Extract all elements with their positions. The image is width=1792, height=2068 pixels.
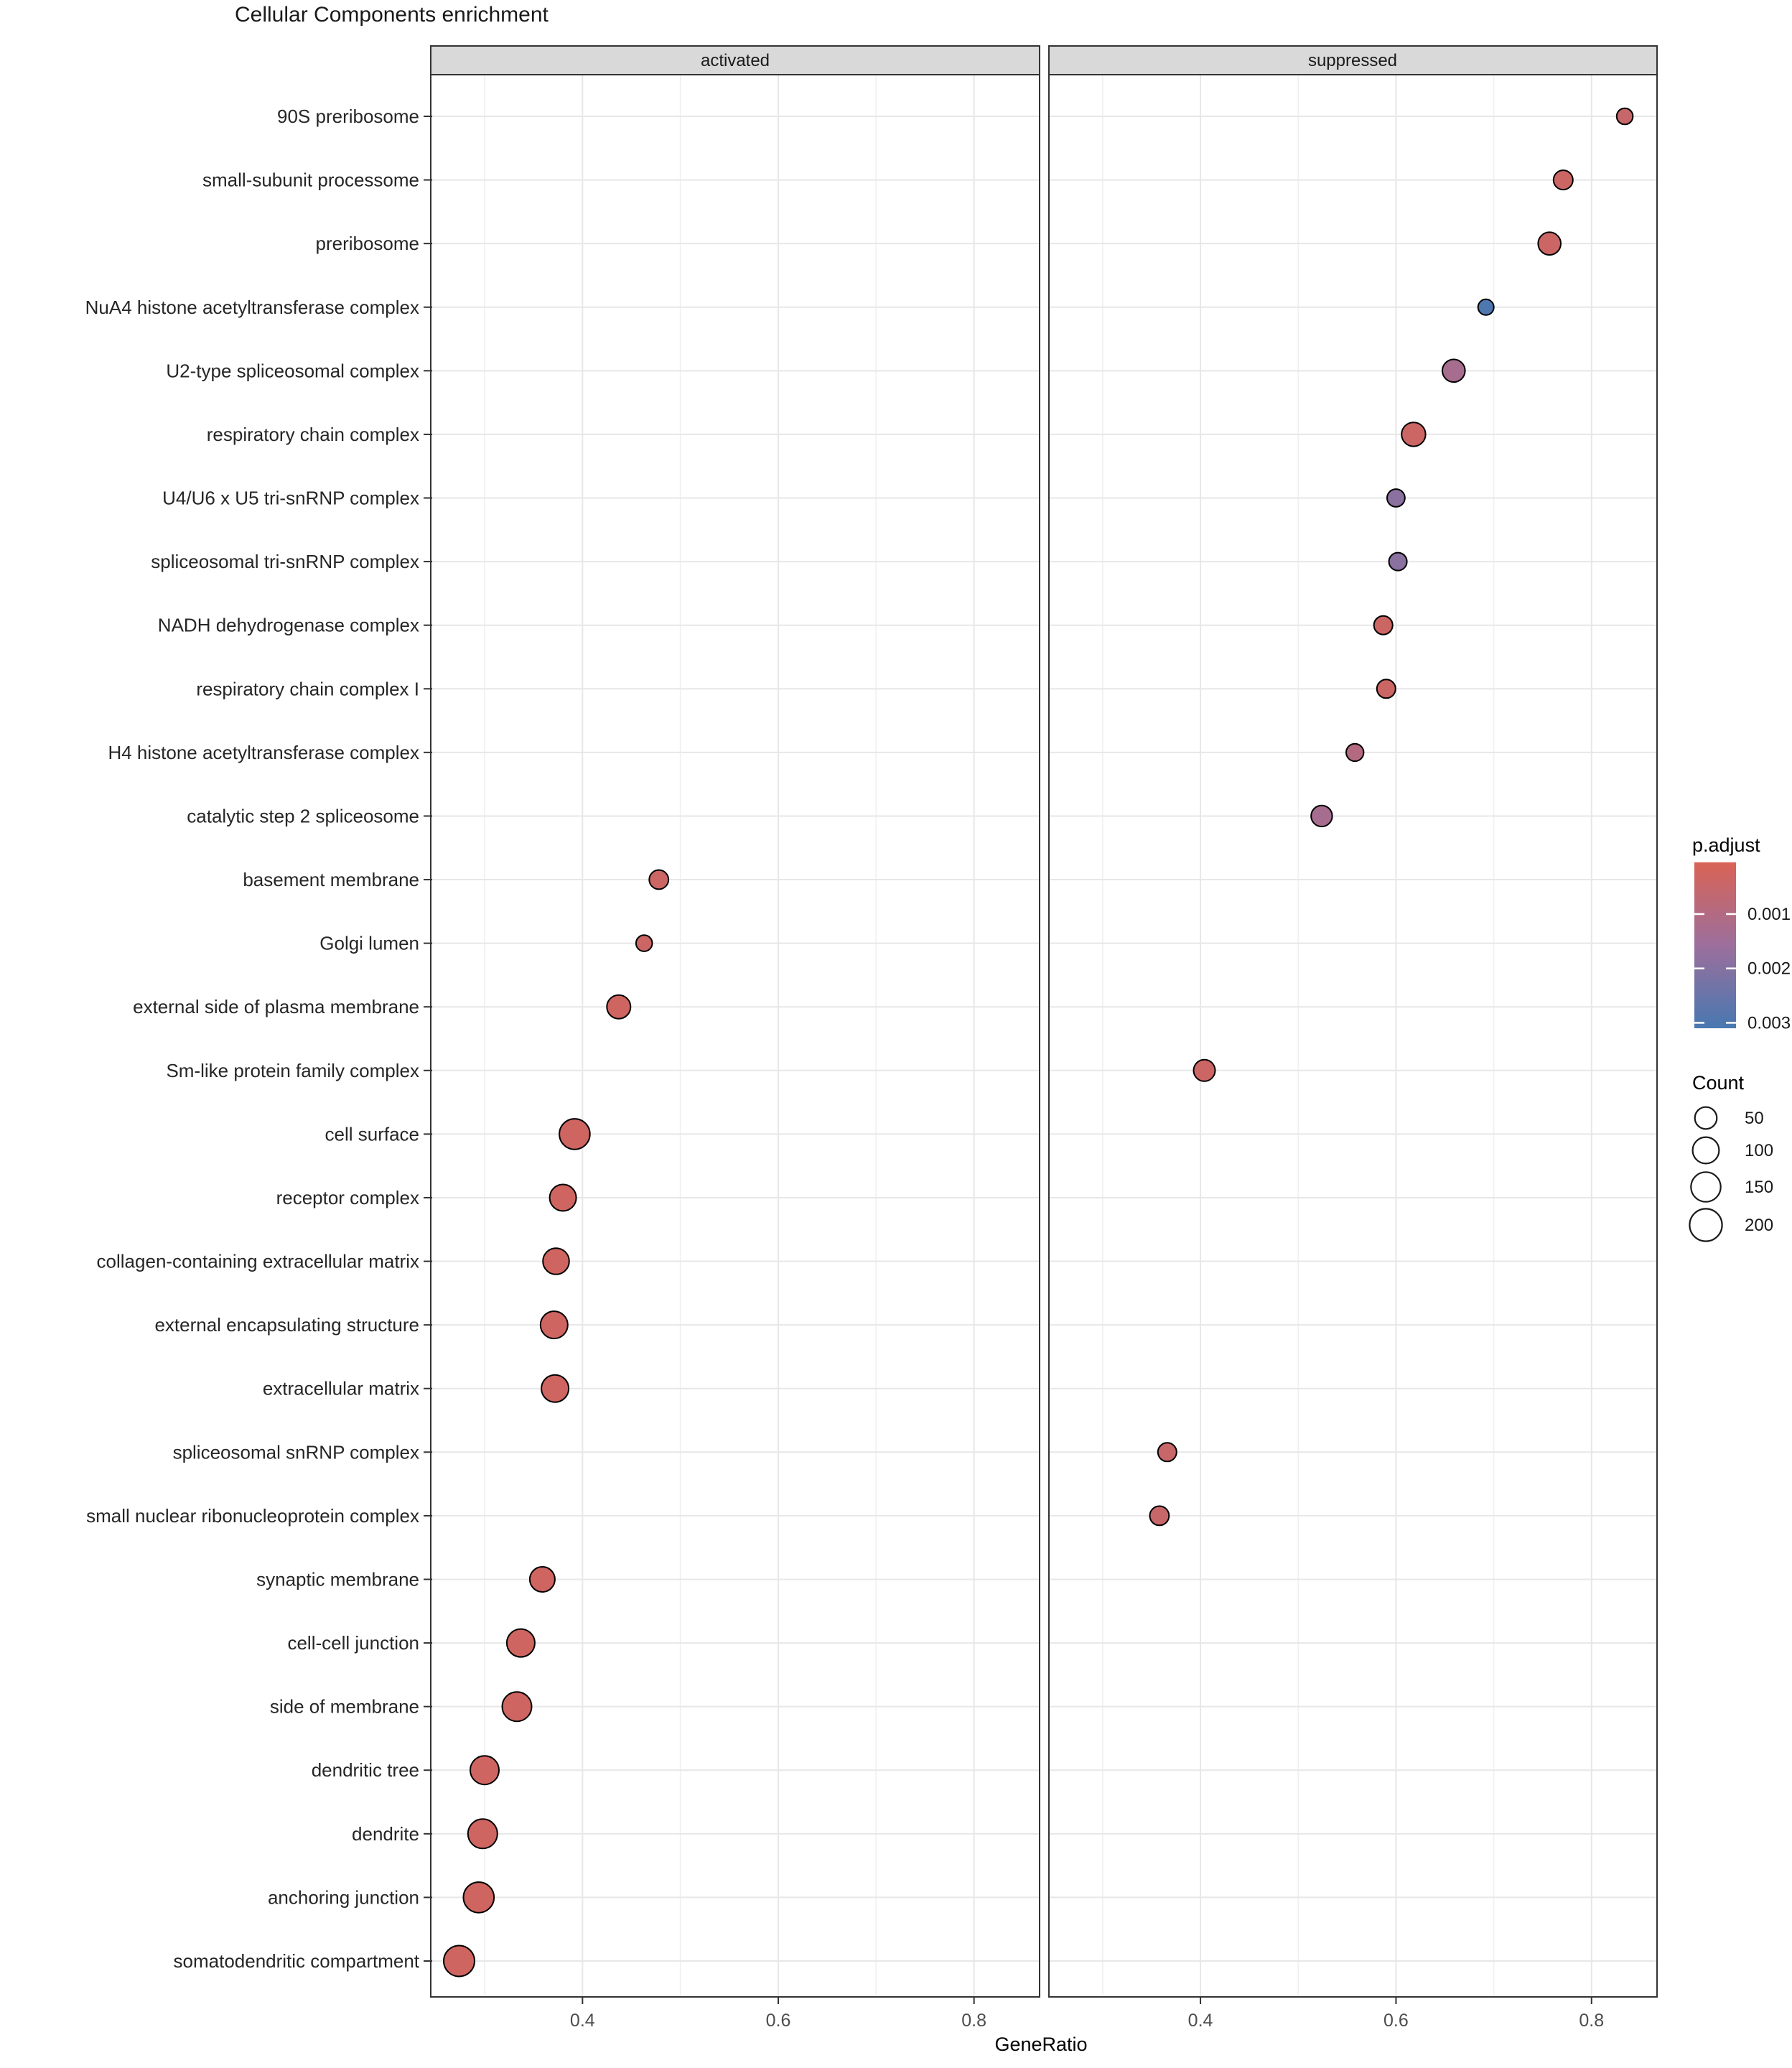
dot-external-encapsulating-structure [541,1311,568,1338]
count-legend-label: 50 [1745,1109,1764,1128]
y-axis-label: spliceosomal tri-snRNP complex [151,551,419,573]
dot-small-nuclear-ribonucleoprotein-complex [1150,1506,1170,1526]
y-axis-label: somatodendritic compartment [173,1950,419,1972]
dot-extracellular-matrix [541,1375,569,1402]
x-axis-tick-label: 0.6 [1383,2011,1409,2031]
y-axis-label: small nuclear ribonucleoprotein complex [86,1504,419,1527]
y-axis-label: H4 histone acetyltransferase complex [108,741,419,763]
dot-u4-u6-x-u5-tri-snrnp-complex [1387,489,1405,507]
dot-h4-histone-acetyltransferase-complex [1346,744,1363,761]
count-legend-label: 200 [1745,1216,1774,1235]
padjust-tick-label: 0.003 [1747,1013,1791,1033]
y-axis-label: receptor complex [276,1186,419,1208]
dot-basement-membrane [649,870,668,890]
dot-spliceosomal-snrnp-complex [1158,1443,1177,1461]
dot-anchoring-junction [464,1882,495,1913]
x-axis-tick-label: 0.8 [961,2011,987,2031]
chart-render-root [85,46,1791,2031]
dot-sm-like-protein-family-complex [1194,1060,1215,1081]
count-legend-circle [1691,1172,1720,1201]
dot-respiratory-chain-complex-i [1377,679,1396,698]
count-legend-label: 150 [1745,1178,1774,1197]
y-axis-label: Sm-like protein family complex [166,1059,419,1081]
dot-side-of-membrane [503,1692,532,1721]
y-axis-label: NuA4 histone acetyltransferase complex [85,296,419,318]
x-axis-tick-label: 0.8 [1579,2011,1605,2031]
x-axis-tick-label: 0.4 [569,2011,595,2031]
panel-background-suppressed [1049,75,1657,1997]
y-axis-label: anchoring junction [267,1886,419,1909]
dot-somatodendritic-compartment [444,1946,475,1977]
y-axis-label: U2-type spliceosomal complex [166,360,419,382]
y-axis-label: respiratory chain complex I [196,678,419,700]
dot-collagen-containing-extracellular-matrix [543,1248,569,1275]
dot-catalytic-step-2-spliceosome [1311,806,1332,826]
y-axis-label: catalytic step 2 spliceosome [187,805,419,827]
dot-90s-preribosome [1617,108,1633,125]
dot-respiratory-chain-complex [1401,422,1425,446]
dot-cell-surface [559,1119,590,1150]
x-axis-tick-label: 0.6 [765,2011,791,2031]
count-legend-circle [1689,1208,1722,1241]
dot-dendritic-tree [470,1756,499,1784]
count-legend-circle [1695,1107,1717,1130]
y-axis-label: NADH dehydrogenase complex [157,614,419,636]
chart-title: Cellular Components enrichment [235,3,549,27]
dot-golgi-lumen [636,935,653,951]
y-axis-label: side of membrane [269,1695,419,1718]
dot-spliceosomal-tri-snrnp-complex [1389,553,1407,571]
y-axis-label: dendritic tree [311,1759,419,1781]
dot-cell-cell-junction [507,1629,535,1657]
dot-nadh-dehydrogenase-complex [1374,616,1393,635]
dot-synaptic-membrane [530,1567,555,1592]
padjust-gradient-bar [1694,862,1736,1028]
dot-external-side-of-plasma-membrane [607,995,630,1019]
x-axis-title: GeneRatio [994,2034,1088,2055]
padjust-legend-title: p.adjust [1692,834,1760,856]
dot-receptor-complex [550,1185,577,1211]
dot-small-subunit-processome [1554,170,1573,190]
padjust-tick-label: 0.001 [1747,904,1791,924]
y-axis-label: 90S preribosome [277,106,419,127]
y-axis-label: external side of plasma membrane [133,996,419,1018]
y-axis-label: preribosome [315,233,419,255]
dot-preribosome [1538,232,1561,255]
y-axis-label: cell-cell junction [287,1632,419,1654]
y-axis-label: dendrite [352,1822,419,1845]
dot-nua4-histone-acetyltransferase-complex [1478,299,1494,315]
dot-dendrite [468,1819,498,1848]
x-axis-tick-label: 0.4 [1187,2011,1213,2031]
padjust-tick-label: 0.002 [1747,959,1791,979]
y-axis-label: collagen-containing extracellular matrix [96,1250,419,1272]
y-axis-label: basement membrane [243,869,419,891]
count-legend-title: Count [1692,1072,1745,1094]
y-axis-label: respiratory chain complex [206,423,419,445]
y-axis-label: spliceosomal snRNP complex [172,1441,419,1463]
count-legend-label: 100 [1745,1141,1774,1160]
facet-strip-activated-label: activated [700,51,770,70]
y-axis-label: Golgi lumen [319,932,419,954]
y-axis-label: extracellular matrix [262,1377,419,1399]
y-axis-label: cell surface [325,1123,419,1145]
y-axis-label: small-subunit processome [202,169,419,191]
y-axis-label: U4/U6 x U5 tri-snRNP complex [162,487,419,509]
y-axis-label: external encapsulating structure [154,1314,419,1336]
dot-u2-type-spliceosomal-complex [1442,360,1465,383]
count-legend-circle [1693,1137,1719,1164]
y-axis-label: synaptic membrane [256,1568,419,1590]
facet-strip-suppressed-label: suppressed [1307,51,1398,70]
